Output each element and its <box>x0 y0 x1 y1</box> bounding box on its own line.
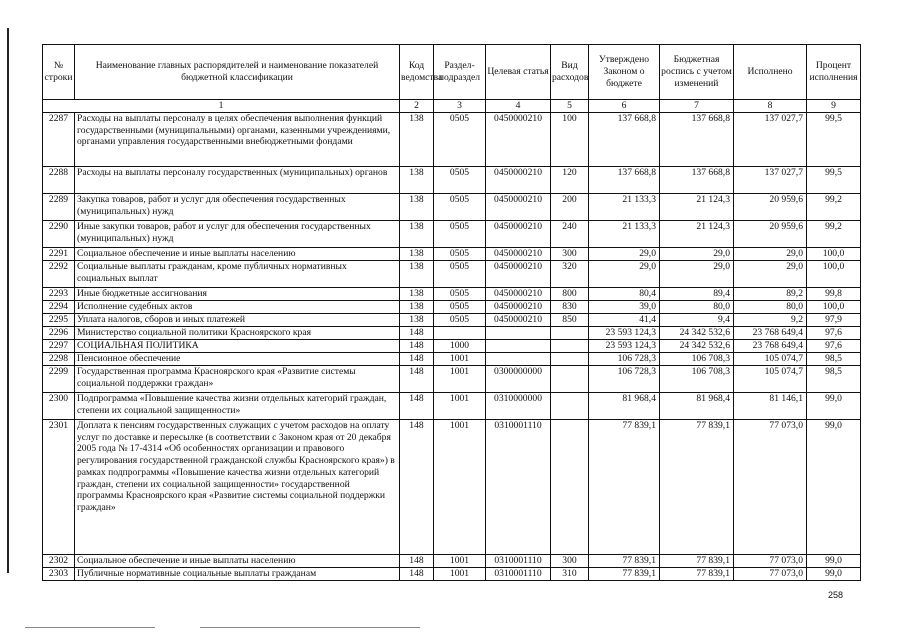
row-number: 2300 <box>43 393 75 420</box>
row-approved: 39,0 <box>589 301 660 314</box>
row-executed: 137 027,7 <box>734 113 807 167</box>
row-section: 0505 <box>434 261 486 288</box>
row-target-item: 0450000210 <box>486 288 551 301</box>
row-target-item <box>486 340 551 353</box>
row-executed: 29,0 <box>734 261 807 288</box>
row-target-item: 0450000210 <box>486 248 551 261</box>
row-dept-code: 148 <box>400 393 434 420</box>
row-expense-type: 240 <box>551 221 589 248</box>
row-section: 1001 <box>434 555 486 568</box>
row-executed: 77 073,0 <box>734 555 807 568</box>
budget-table <box>42 44 861 581</box>
row-target-item: 0450000210 <box>486 194 551 221</box>
row-approved: 21 133,3 <box>589 194 660 221</box>
row-name: Уплата налогов, сборов и иных платежей <box>75 314 400 327</box>
header-dept-code: Код ведомства <box>400 45 434 100</box>
row-executed: 81 146,1 <box>734 393 807 420</box>
row-name: Иные закупки товаров, работ и услуг для обеспечения государственных (муниципальных) нужд <box>75 221 400 248</box>
column-number: 5 <box>551 100 589 113</box>
row-approved: 77 839,1 <box>589 555 660 568</box>
row-number: 2303 <box>43 568 75 581</box>
row-approved: 81 968,4 <box>589 393 660 420</box>
row-dept-code: 148 <box>400 353 434 366</box>
row-number: 2302 <box>43 555 75 568</box>
row-section: 1001 <box>434 366 486 393</box>
row-name: Министерство социальной политики Красноярского края <box>75 327 400 340</box>
row-approved: 29,0 <box>589 261 660 288</box>
row-executed: 29,0 <box>734 248 807 261</box>
row-percent: 100,0 <box>807 301 861 314</box>
row-approved: 80,4 <box>589 288 660 301</box>
row-budget-schedule: 21 124,3 <box>660 194 734 221</box>
row-dept-code: 138 <box>400 261 434 288</box>
row-approved: 77 839,1 <box>589 568 660 581</box>
row-section: 1001 <box>434 420 486 555</box>
row-section: 0505 <box>434 288 486 301</box>
row-name: Социальные выплаты гражданам, кроме публичных нормативных социальных выплат <box>75 261 400 288</box>
row-target-item: 0450000210 <box>486 314 551 327</box>
row-target-item: 0450000210 <box>486 113 551 167</box>
row-percent: 100,0 <box>807 261 861 288</box>
header-approved: Утверждено Законом о бюджете <box>589 45 660 100</box>
row-name: Социальное обеспечение и иные выплаты населению <box>75 555 400 568</box>
row-budget-schedule: 137 668,8 <box>660 167 734 194</box>
row-percent: 99,5 <box>807 113 861 167</box>
row-percent: 99,2 <box>807 221 861 248</box>
row-budget-schedule: 9,4 <box>660 314 734 327</box>
column-number: 1 <box>43 100 400 113</box>
row-number: 2294 <box>43 301 75 314</box>
row-target-item: 0310001110 <box>486 555 551 568</box>
table-row <box>43 194 861 221</box>
row-number: 2292 <box>43 261 75 288</box>
row-approved: 137 668,8 <box>589 167 660 194</box>
row-budget-schedule: 106 708,3 <box>660 353 734 366</box>
row-budget-schedule: 81 968,4 <box>660 393 734 420</box>
table-row <box>43 248 861 261</box>
table-row <box>43 301 861 314</box>
table-row <box>43 167 861 194</box>
header-expense-type: Вид расходов <box>551 45 589 100</box>
row-name: Подпрограмма «Повышение качества жизни отдельных категорий граждан, степени их социальной защищенности» <box>75 393 400 420</box>
row-section <box>434 327 486 340</box>
row-percent: 97,9 <box>807 314 861 327</box>
row-dept-code: 138 <box>400 288 434 301</box>
row-dept-code: 148 <box>400 340 434 353</box>
row-approved: 29,0 <box>589 248 660 261</box>
row-executed: 89,2 <box>734 288 807 301</box>
row-number: 2297 <box>43 340 75 353</box>
row-executed: 80,0 <box>734 301 807 314</box>
row-expense-type <box>551 340 589 353</box>
row-number: 2288 <box>43 167 75 194</box>
row-approved: 106 728,3 <box>589 353 660 366</box>
table-row <box>43 314 861 327</box>
row-dept-code: 138 <box>400 314 434 327</box>
row-target-item: 0450000210 <box>486 261 551 288</box>
row-section: 0505 <box>434 221 486 248</box>
row-dept-code: 138 <box>400 167 434 194</box>
row-budget-schedule: 106 708,3 <box>660 366 734 393</box>
row-section: 0505 <box>434 167 486 194</box>
row-target-item: 0310001110 <box>486 420 551 555</box>
row-expense-type: 320 <box>551 261 589 288</box>
row-section: 1001 <box>434 353 486 366</box>
row-budget-schedule: 89,4 <box>660 288 734 301</box>
row-name: Расходы на выплаты персоналу государственных (муниципальных) органов <box>75 167 400 194</box>
table-row <box>43 261 861 288</box>
row-expense-type <box>551 353 589 366</box>
row-executed: 23 768 649,4 <box>734 327 807 340</box>
column-number: 7 <box>660 100 734 113</box>
row-percent: 99,0 <box>807 555 861 568</box>
header-target-item: Целевая статья <box>486 45 551 100</box>
row-number: 2293 <box>43 288 75 301</box>
row-target-item: 0310000000 <box>486 393 551 420</box>
header-row <box>43 45 861 100</box>
row-expense-type: 300 <box>551 248 589 261</box>
row-target-item: 0450000210 <box>486 301 551 314</box>
row-number: 2298 <box>43 353 75 366</box>
row-section: 0505 <box>434 248 486 261</box>
row-percent: 97,6 <box>807 340 861 353</box>
row-number: 2287 <box>43 113 75 167</box>
page-edge-line <box>7 28 9 573</box>
row-dept-code: 138 <box>400 194 434 221</box>
header-budget-schedule: Бюджетная роспись с учетом изменений <box>660 45 734 100</box>
row-name: Социальное обеспечение и иные выплаты населению <box>75 248 400 261</box>
row-approved: 41,4 <box>589 314 660 327</box>
row-target-item: 0300000000 <box>486 366 551 393</box>
header-executed: Исполнено <box>734 45 807 100</box>
table-row <box>43 366 861 393</box>
row-percent: 99,0 <box>807 568 861 581</box>
row-name: Государственная программа Красноярского края «Развитие системы социальной поддержки граждан» <box>75 366 400 393</box>
row-dept-code: 148 <box>400 555 434 568</box>
row-budget-schedule: 29,0 <box>660 248 734 261</box>
table-row <box>43 353 861 366</box>
row-percent: 99,5 <box>807 167 861 194</box>
page-number: 258 <box>828 590 844 600</box>
row-executed: 105 074,7 <box>734 353 807 366</box>
row-number: 2290 <box>43 221 75 248</box>
row-approved: 106 728,3 <box>589 366 660 393</box>
row-approved: 137 668,8 <box>589 113 660 167</box>
row-budget-schedule: 77 839,1 <box>660 555 734 568</box>
row-expense-type: 830 <box>551 301 589 314</box>
row-expense-type: 800 <box>551 288 589 301</box>
row-name: Исполнение судебных актов <box>75 301 400 314</box>
scan-artifact-line <box>25 627 155 628</box>
header-name: Наименование главных распорядителей и наименование показателей бюджетной классификации <box>75 45 400 100</box>
row-section: 0505 <box>434 113 486 167</box>
row-expense-type: 850 <box>551 314 589 327</box>
row-executed: 20 959,6 <box>734 194 807 221</box>
column-number: 2 <box>400 100 434 113</box>
row-percent: 99,0 <box>807 393 861 420</box>
row-number: 2295 <box>43 314 75 327</box>
row-section: 0505 <box>434 314 486 327</box>
table-row <box>43 555 861 568</box>
row-number: 2296 <box>43 327 75 340</box>
table-row <box>43 393 861 420</box>
row-target-item <box>486 353 551 366</box>
row-target-item: 0450000210 <box>486 167 551 194</box>
row-dept-code: 138 <box>400 248 434 261</box>
table-row <box>43 327 861 340</box>
header-percent: Процент исполнения <box>807 45 861 100</box>
row-number: 2301 <box>43 420 75 555</box>
row-target-item <box>486 327 551 340</box>
table-row <box>43 113 861 167</box>
row-target-item: 0450000210 <box>486 221 551 248</box>
row-section: 1001 <box>434 393 486 420</box>
row-percent: 100,0 <box>807 248 861 261</box>
row-dept-code: 138 <box>400 221 434 248</box>
row-number: 2289 <box>43 194 75 221</box>
row-budget-schedule: 137 668,8 <box>660 113 734 167</box>
row-executed: 77 073,0 <box>734 568 807 581</box>
row-expense-type: 300 <box>551 555 589 568</box>
row-expense-type: 200 <box>551 194 589 221</box>
row-percent: 99,2 <box>807 194 861 221</box>
row-expense-type <box>551 327 589 340</box>
row-percent: 98,5 <box>807 366 861 393</box>
table-row <box>43 288 861 301</box>
row-budget-schedule: 29,0 <box>660 261 734 288</box>
header-section: Раздел-подраздел <box>434 45 486 100</box>
row-approved: 23 593 124,3 <box>589 327 660 340</box>
row-executed: 20 959,6 <box>734 221 807 248</box>
table-row <box>43 568 861 581</box>
row-percent: 99,8 <box>807 288 861 301</box>
column-number: 9 <box>807 100 861 113</box>
row-expense-type: 100 <box>551 113 589 167</box>
column-number: 3 <box>434 100 486 113</box>
row-approved: 77 839,1 <box>589 420 660 555</box>
row-name: Иные бюджетные ассигнования <box>75 288 400 301</box>
row-budget-schedule: 24 342 532,6 <box>660 340 734 353</box>
row-name: Расходы на выплаты персоналу в целях обеспечения выполнения функций государственными (муниципальными) органами, казенными учреждениями, органами управления государственными внебюджетными фондами <box>75 113 400 167</box>
row-budget-schedule: 80,0 <box>660 301 734 314</box>
row-name: Доплата к пенсиям государственных служащих с учетом расходов на оплату услуг по доставке и пересылке (в соответствии с Законом края от 20 декабря 2005 года № 17-4314 «Об особенностях организации и правового регулирования государственной гражданской службы Красноярского края») в рамках подпрограммы «Повышение качества жизни отдельных категорий граждан, степени их социальной защищенности» государственной программы Красноярского края «Развитие системы социальной поддержки граждан» <box>75 420 400 555</box>
row-approved: 21 133,3 <box>589 221 660 248</box>
row-dept-code: 148 <box>400 327 434 340</box>
row-target-item: 0310001110 <box>486 568 551 581</box>
row-expense-type: 310 <box>551 568 589 581</box>
row-percent: 99,0 <box>807 420 861 555</box>
column-number: 4 <box>486 100 551 113</box>
row-section: 1000 <box>434 340 486 353</box>
row-expense-type <box>551 393 589 420</box>
row-dept-code: 138 <box>400 301 434 314</box>
row-expense-type <box>551 366 589 393</box>
row-percent: 98,5 <box>807 353 861 366</box>
row-budget-schedule: 77 839,1 <box>660 568 734 581</box>
row-section: 0505 <box>434 194 486 221</box>
row-number: 2291 <box>43 248 75 261</box>
table-row <box>43 340 861 353</box>
row-budget-schedule: 24 342 532,6 <box>660 327 734 340</box>
table-row <box>43 221 861 248</box>
row-percent: 97,6 <box>807 327 861 340</box>
column-number-row <box>43 100 861 113</box>
row-budget-schedule: 77 839,1 <box>660 420 734 555</box>
row-dept-code: 148 <box>400 568 434 581</box>
row-dept-code: 138 <box>400 113 434 167</box>
row-name: Закупка товаров, работ и услуг для обеспечения государственных (муниципальных) нужд <box>75 194 400 221</box>
row-executed: 77 073,0 <box>734 420 807 555</box>
table-row <box>43 420 861 555</box>
row-name: Пенсионное обеспечение <box>75 353 400 366</box>
row-section: 1001 <box>434 568 486 581</box>
scan-artifact-line <box>200 627 420 628</box>
row-approved: 23 593 124,3 <box>589 340 660 353</box>
row-name: СОЦИАЛЬНАЯ ПОЛИТИКА <box>75 340 400 353</box>
row-expense-type <box>551 420 589 555</box>
row-dept-code: 148 <box>400 420 434 555</box>
row-expense-type: 120 <box>551 167 589 194</box>
row-budget-schedule: 21 124,3 <box>660 221 734 248</box>
column-number: 6 <box>589 100 660 113</box>
row-executed: 23 768 649,4 <box>734 340 807 353</box>
header-row-number: № строки <box>43 45 75 100</box>
row-dept-code: 148 <box>400 366 434 393</box>
row-executed: 9,2 <box>734 314 807 327</box>
row-executed: 137 027,7 <box>734 167 807 194</box>
row-number: 2299 <box>43 366 75 393</box>
row-section: 0505 <box>434 301 486 314</box>
row-name: Публичные нормативные социальные выплаты гражданам <box>75 568 400 581</box>
column-number: 8 <box>734 100 807 113</box>
row-executed: 105 074,7 <box>734 366 807 393</box>
